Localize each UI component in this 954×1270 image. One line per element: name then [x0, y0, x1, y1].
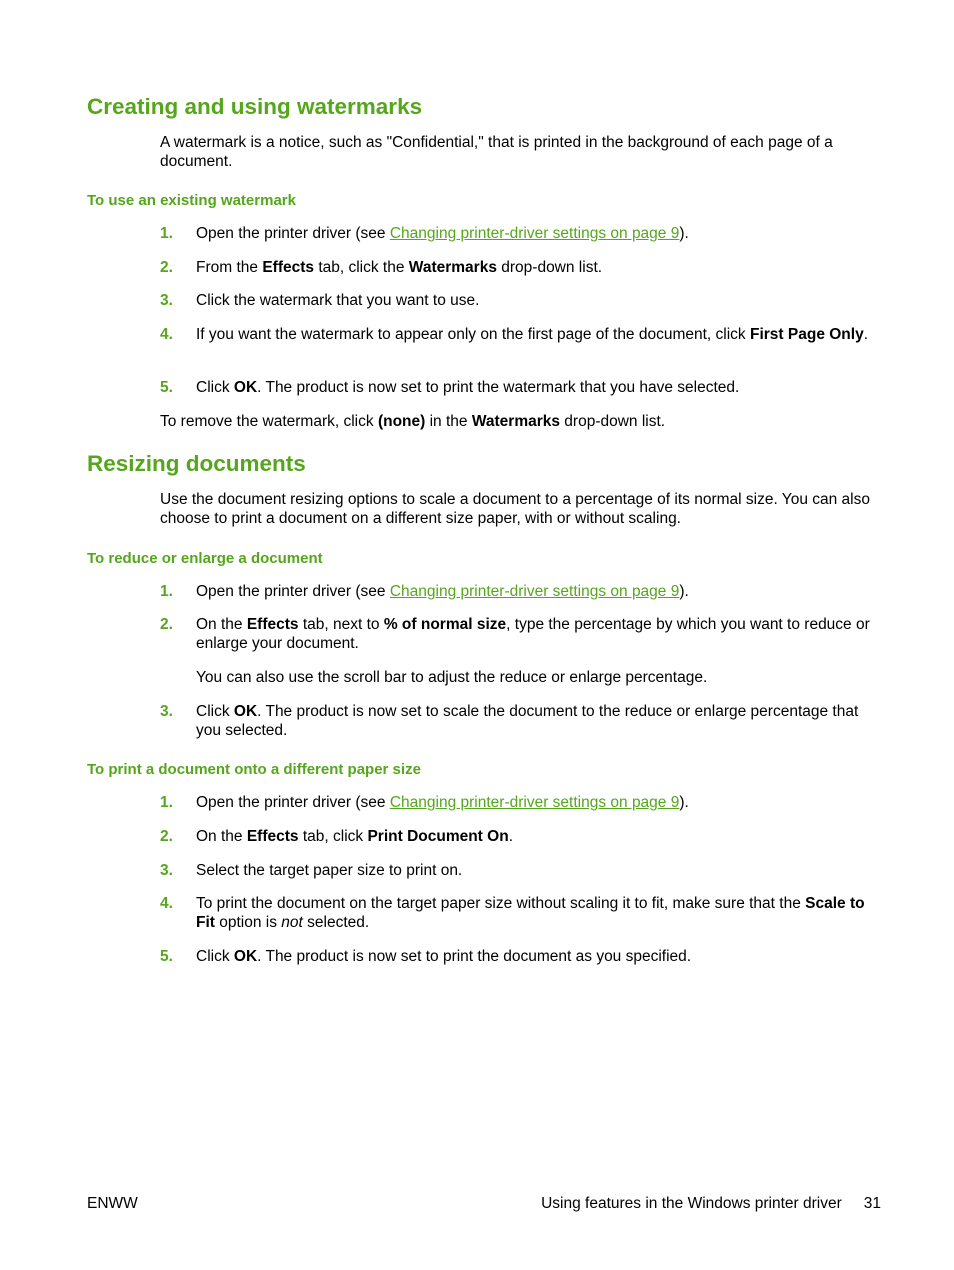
subheading-different-paper-size: To print a document onto a different paper size [87, 761, 421, 778]
step-number: 4. [160, 326, 173, 343]
page-number: 31 [863, 1195, 881, 1212]
subheading-use-existing-watermark: To use an existing watermark [87, 192, 296, 209]
step-number: 2. [160, 828, 173, 845]
step-number: 5. [160, 948, 173, 965]
step-text: If you want the watermark to appear only on the first page of the document, click First Page Only. [196, 326, 869, 343]
step-text: To print the document on the target paper size without scaling it to fit, make sure that the Scale to Fit option is not selected. [196, 895, 865, 931]
step-number: 2. [160, 616, 173, 633]
step-extra-text: You can also use the scroll bar to adjust the reduce or enlarge percentage. [196, 669, 708, 686]
step-text: Click OK. The product is now set to print the document as you specified. [196, 948, 692, 965]
step-number: 2. [160, 259, 173, 276]
driver-settings-link[interactable]: Changing printer-driver settings on page 9 [389, 225, 680, 242]
remove-watermark-note: To remove the watermark, click (none) in the Watermarks drop-down list. [160, 413, 666, 430]
footer-enww: ENWW [87, 1195, 138, 1212]
driver-settings-link[interactable]: Changing printer-driver settings on page 9 [389, 583, 680, 600]
section-heading-watermarks: Creating and using watermarks [87, 94, 423, 119]
step-number: 1. [160, 225, 173, 242]
step-text: Click the watermark that you want to use. [196, 292, 480, 309]
step-number: 3. [160, 703, 173, 720]
step-number: 3. [160, 862, 173, 879]
step-text: Open the printer driver (see Changing printer-driver settings on page 9). [196, 794, 689, 811]
section-heading-resizing: Resizing documents [87, 451, 306, 476]
watermarks-intro: A watermark is a notice, such as "Confidential," that is printed in the background of each page of a document. [160, 134, 833, 170]
step-number: 5. [160, 379, 173, 396]
step-number: 4. [160, 895, 173, 912]
step-number: 1. [160, 583, 173, 600]
resizing-intro: Use the document resizing options to scale a document to a percentage of its normal size. You can also choose to print a document on a different size paper, with or without scaling. [160, 491, 870, 527]
footer-chapter-title: Using features in the Windows printer driver [541, 1195, 842, 1212]
subheading-reduce-enlarge: To reduce or enlarge a document [87, 550, 323, 567]
footer-chapter [541, 1194, 881, 1213]
step-text: Select the target paper size to print on. [196, 862, 463, 879]
step-text: Click OK. The product is now set to scale the document to the reduce or enlarge percentage that you selected. [196, 703, 859, 739]
step-text: On the Effects tab, next to % of normal size, type the percentage by which you want to reduce or enlarge your document. [196, 616, 870, 652]
step-text: Open the printer driver (see Changing printer-driver settings on page 9). [196, 583, 689, 600]
step-number: 1. [160, 794, 173, 811]
step-number: 3. [160, 292, 173, 309]
step-text: From the Effects tab, click the Watermarks drop-down list. [196, 259, 603, 276]
step-text: Click OK. The product is now set to print the watermark that you have selected. [196, 379, 740, 396]
step-text: Open the printer driver (see Changing printer-driver settings on page 9). [196, 225, 689, 242]
step-text: On the Effects tab, click Print Document On. [196, 828, 513, 845]
driver-settings-link[interactable]: Changing printer-driver settings on page 9 [389, 794, 680, 811]
